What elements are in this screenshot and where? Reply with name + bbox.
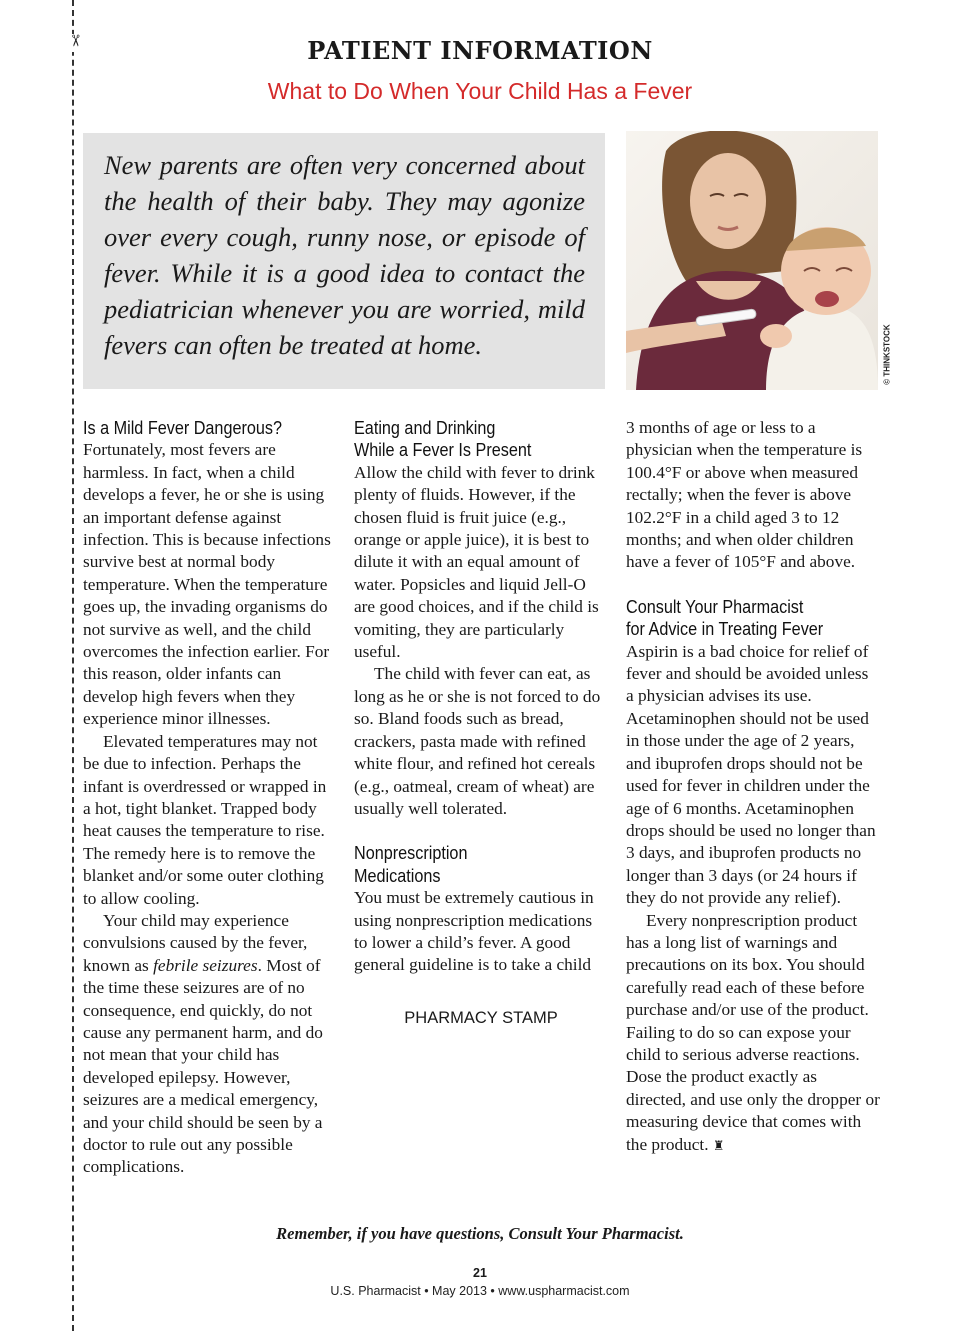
footer-note: Remember, if you have questions, Consult Your Pharmacist. (276, 1224, 684, 1243)
section-heading-eating-1: Eating and Drinking (354, 418, 496, 438)
publication-line: U.S. Pharmacist • May 2013 • www.uspharmacist.com (330, 1284, 630, 1298)
mild-fever-paragraph-2: Elevated temperatures may not be due to infection. Perhaps the infant is overdressed or wrapped in a hot, tight blanket. Trapped body heat causes the temperature to rise. The remedy here is to remove the blanket and/or some outer clothing to allow cooling. (83, 731, 327, 908)
page-number: 21 (473, 1266, 487, 1280)
consult-paragraph-2: Every nonprescription product has a long list of warnings and precautions on its box. You should carefully read each of these before purchase and/or use of the product. Failing to do so can expose your child to serious adverse reactions. Dose the product exactly as directed, and use only the dropper or measuring device that comes with the product. ♜ (626, 910, 880, 1154)
intro-box (83, 133, 605, 389)
consult-paragraph-1: Aspirin is a bad choice for relief of fever and should be avoided unless a physician advises its use. Acetaminophen should not be used in those under the age of 2 years, and ibuprofen drops should not be used for fever in children under the age of 6 months. Acetaminophen drops should be used no longer than 3 days, and ibuprofen products no longer than 3 days (or 24 hours if they do not provide any relief). (626, 641, 876, 908)
column-2 (354, 417, 608, 977)
intro-text: New parents are often very concerned about the health of their baby. They may agonize over every cough, runny nose, or episode of fever. While it is a good idea to contact the pediatrician whenever you are worried, mild fevers can often be treated at home. (104, 150, 585, 360)
mild-fever-paragraph-1: Fortunately, most fevers are harmless. In fact, when a child develops a fever, he or she is using an important defense against infection. This is because infections survive best at normal body temperature. When the temperature goes up, the invading organisms do not survive as well, and the child overcomes the infection earlier. For this reason, older infants can develop high fevers when they experience minor illnesses. (83, 440, 331, 729)
eating-paragraph-2: The child with fever can eat, as long as he or she is not forced to do so. Bland foods such as bread, crackers, pasta made with refined white flour, and refined hot cereals (e.g., oatmeal, cream of wheat) are usually well tolerated. (354, 664, 601, 818)
nonprescription-paragraph-continued: 3 months of age or less to a physician when the temperature is 100.4°F or above when measured rectally; when the fever is above 102.2°F in a child aged 3 to 12 months; and when older children have a fever of 105°F and above. (626, 418, 863, 572)
section-heading-eating-2: While a Fever Is Present (354, 440, 532, 461)
page-subtitle: What to Do When Your Child Has a Fever (267, 78, 693, 104)
column-3 (626, 417, 880, 1158)
cut-line (72, 0, 74, 1331)
scissors-icon: ✂ (66, 34, 84, 52)
end-mark-icon: ♜ (712, 1138, 725, 1154)
mild-fever-paragraph-3: Your child may experience convulsions caused by the fever, known as febrile seizures. Most of the time these seizures are of no consequence, end quickly, do not cause any permanent harm, and do not mean that your child has developed epilepsy. However, seizures are a medical emergency, and your child should be seen by a doctor to rule out any possible complications. (83, 910, 323, 1177)
mother-baby-photo (626, 131, 878, 390)
section-heading-consult-1: Consult Your Pharmacist (626, 596, 804, 617)
febrile-seizures-term: febrile seizures (153, 955, 258, 975)
photo-credit: © THINKSTOCK (882, 324, 892, 385)
section-heading-mild-fever: Is a Mild Fever Dangerous? (83, 418, 282, 438)
column-1 (83, 417, 335, 1179)
section-heading-nonprescription-2: Medications (354, 865, 441, 886)
pharmacy-stamp-label: PHARMACY STAMP (404, 1009, 558, 1027)
page-title: PATIENT INFORMATION (307, 36, 653, 65)
photo-illustration (626, 131, 878, 390)
nonprescription-paragraph-1: You must be extremely cautious in using nonprescription medications to lower a child’s fever. A good general guideline is to take a child (354, 888, 594, 975)
eating-paragraph-1: Allow the child with fever to drink plenty of fluids. However, if the chosen fluid is fruit juice (e.g., orange or apple juice), it is best to dilute it with an equal amount of water. Popsicles and liquid Jell-O are good choices, and if the child is vomiting, they are particularly useful. (354, 462, 599, 662)
section-heading-nonprescription-1: Nonprescription (354, 843, 468, 864)
section-heading-consult-2: for Advice in Treating Fever (626, 619, 824, 640)
